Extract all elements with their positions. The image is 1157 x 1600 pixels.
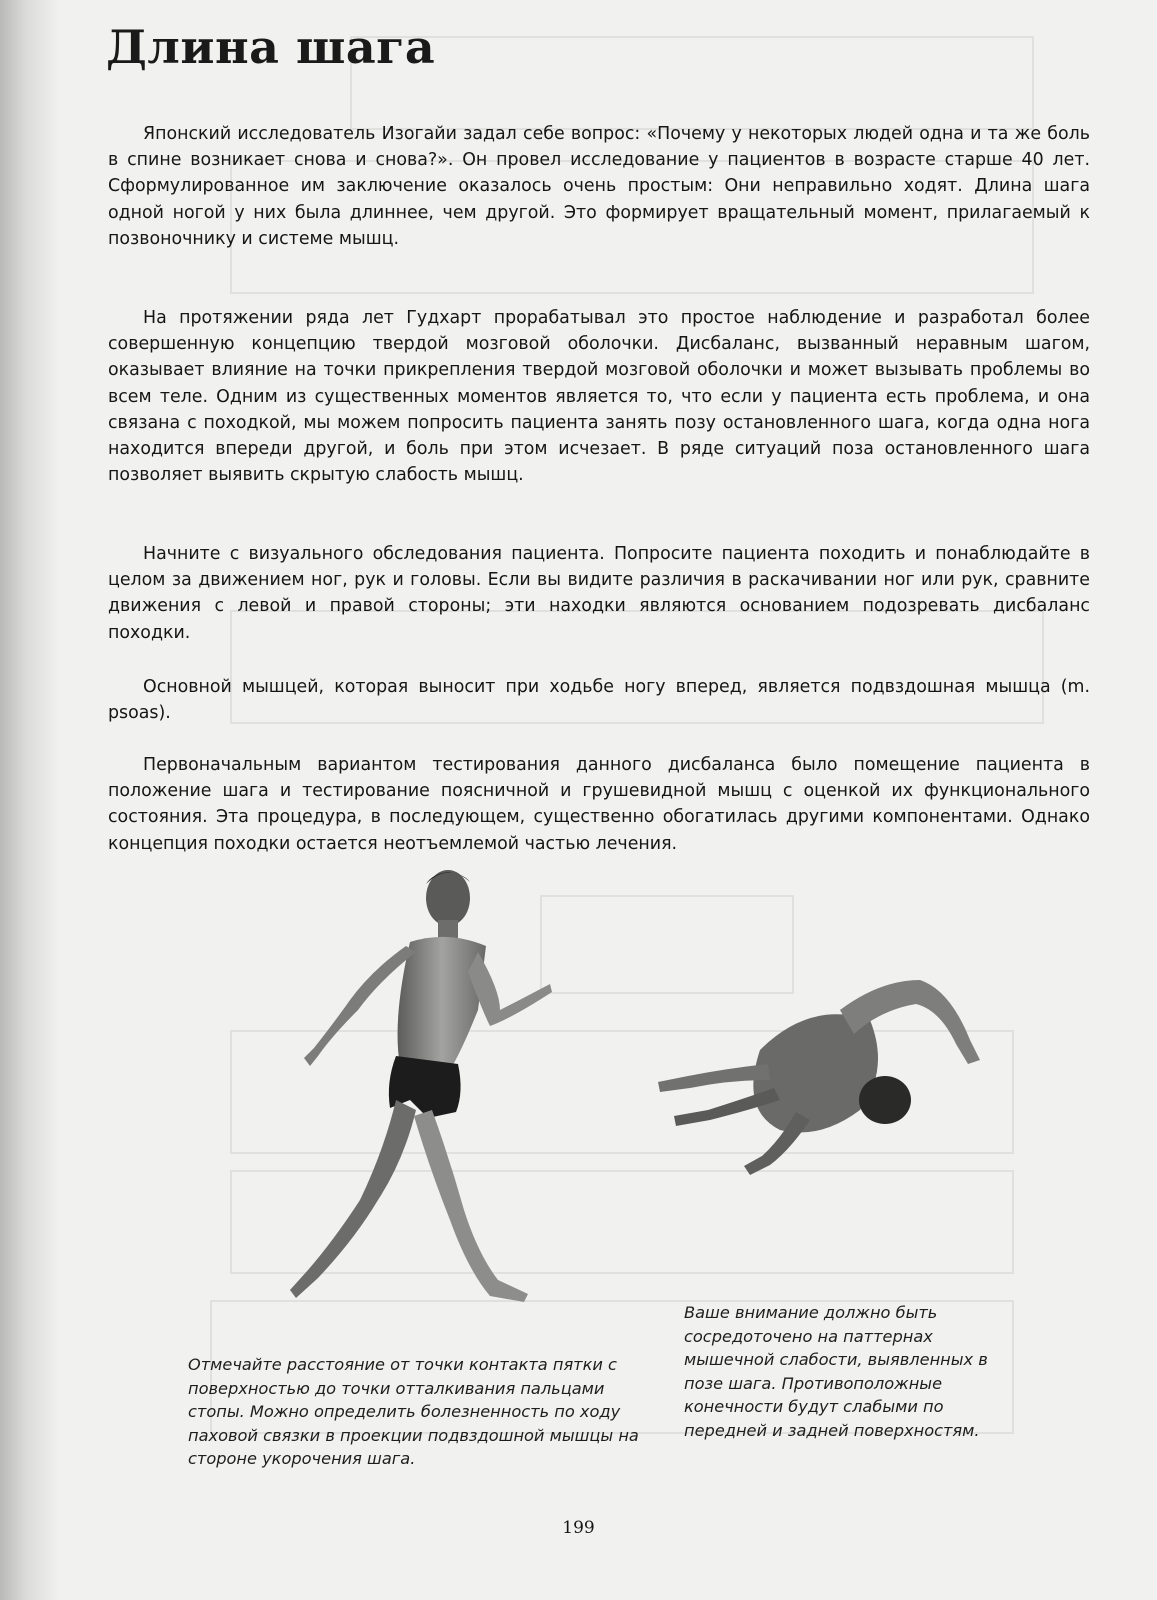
walking-man-illustration — [250, 860, 570, 1320]
page-title: Длина шага — [106, 20, 436, 74]
bleed-through-box — [350, 36, 1034, 130]
falling-man-illustration — [640, 960, 1000, 1200]
caption-right: Ваше внимание должно быть сосредоточено на паттернах мышечной слабости, выявленных в позе шага. Противоположные конечности будут слабыми по передней и задней поверхностям. — [684, 1303, 988, 1440]
paragraph-2: На протяжении ряда лет Гудхарт прорабатывал это простое наблюдение и разработал более совершенную концепцию твердой мозговой оболочки. Дисбаланс, вызванный неравным шагом, оказывает влияние на точки прикрепления твердой мозговой оболочки и может вызывать проблемы во всем теле. Одним из существенных моментов является то, что если у пациента есть проблема, и она связана с походкой, мы можем попросить пациента занять позу остановленного шага, когда одна нога находится впереди другой, и боль при этом исчезает. В ряде ситуаций поза остановленного шага позволяет выявить скрытую слабость мышц. — [108, 308, 1090, 486]
caption-left: Отмечайте расстояние от точки контакта пятки с поверхностью до точки отталкивания пальцами стопы. Можно определить болезненность по ходу паховой связки в проекции подвздошной мышцы на стороне укорочения шага. — [188, 1355, 639, 1469]
binding-shadow — [0, 0, 60, 1600]
paragraph-3: Начните с визуального обследования пациента. Попросите пациента походить и понаблюдайте в целом за движением ног, рук и головы. Если вы видите различия в раскачивании ног или рук, сравните движения с левой и правой стороны; эти находки являются основанием подозревать дисбаланс походки. — [108, 544, 1090, 643]
paragraph-5: Первоначальным вариантом тестирования данного дисбаланса было помещение пациента в положение шага и тестирование поясничной и грушевидной мышц с оценкой их функционального состояния. Эта процедура, в последующем, существенно обогатилась другими компонентами. Однако концепция походки остается неотъемлемой частью лечения. — [108, 755, 1090, 854]
page-number: 199 — [562, 1518, 595, 1538]
paragraph-1: Японский исследователь Изогайи задал себе вопрос: «Почему у некоторых людей одна и та же боль в спине возникает снова и снова?». Он провел исследование у пациентов в возрасте старше 40 лет. Сформулированное им заключение оказалось очень простым: Они неправильно ходят. Длина шага одной ногой у них была длиннее, чем другой. Это формирует вращательный момент, прилагаемый к позвоночнику и системе мышц. — [108, 124, 1090, 249]
paragraph-4: Основной мышцей, которая выносит при ходьбе ногу вперед, является подвздошная мышца (m. psoas). — [108, 677, 1090, 724]
